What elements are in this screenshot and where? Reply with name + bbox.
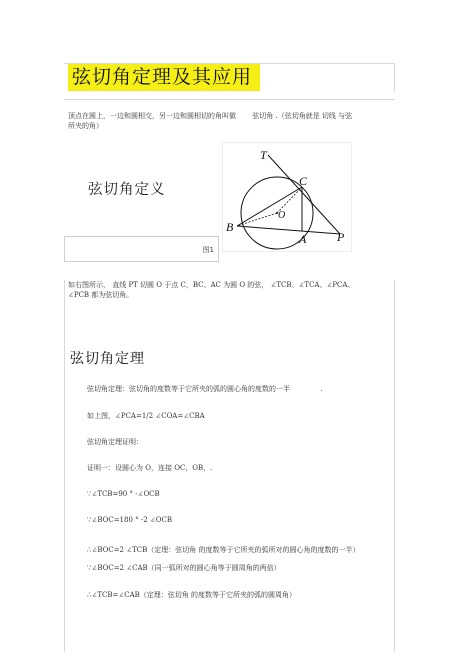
figure-caption-box [64, 236, 219, 262]
label-o: O [278, 210, 286, 221]
proof-heading: 弦切角定理证明： [87, 438, 143, 446]
secant-line-bp [237, 226, 340, 234]
proof-line-6: ∴∠TCB=∠CAB（定理：弦切角 的度数等于它所夹的弧的圆周角） [87, 591, 296, 599]
intro-line1-tail: .（弦切角就是 切线 与弦 [275, 112, 353, 120]
intro-line1: 顶点在圆上，一边和圆相交，另一边和圆相切的角叫做 [68, 112, 236, 120]
intro-paragraph [68, 111, 390, 131]
label-p: P [337, 230, 345, 244]
figure-description-line2: ∠PCB 都为弦切角。 [68, 291, 134, 299]
definition-heading: 弦切角定义 [88, 182, 166, 198]
intro-term: 弦切角 [252, 112, 274, 120]
frame-top-line [64, 63, 395, 64]
proof-line-3: ∵∠BOC=180 ° -2 ∠OCB [87, 516, 173, 524]
intro-divider [64, 99, 395, 100]
theorem-statement-end: . [320, 385, 323, 393]
page-title: 弦切角定理及其应用 [68, 64, 260, 91]
theorem-statement: 弦切角定理：弦切角的度数等于它所夹的弧的圆心角的度数的一半 [87, 385, 290, 393]
tangent-line-tp [268, 155, 340, 234]
frame-left-line-lower [64, 280, 65, 652]
figure-description-line1: 如右图所示， 直线 PT 切圆 O 于点 C，BC、AC 为圆 O 的弦， ∠TCB、∠TCA、∠PCA、 [68, 281, 355, 289]
tangent-chord-diagram [222, 142, 352, 252]
label-c: C [299, 174, 308, 188]
proof-line-1: 证明一：设圆心为 O，连接 OC，OB，. [87, 464, 213, 472]
diagram-border [222, 142, 352, 252]
theorem-heading: 弦切角定理 [70, 351, 145, 367]
intro-line2: 所夹的角） [68, 122, 103, 130]
theorem-statement-row [87, 384, 322, 394]
figure-description [68, 280, 390, 300]
frame-right-line [394, 63, 395, 92]
proof-line-5: ∵∠BOC=2 ∠CAB（同一弧所对的圆心角等于圆周角的两倍） [87, 564, 281, 572]
figure-caption: 图1 [202, 246, 214, 254]
label-a: A [299, 232, 307, 246]
proof-line-4: ∴∠BOC=2 ∠TCB（定理：弦切角 的度数等于它所夹的弧所对的圆心角的度数的一半） [87, 546, 360, 554]
theorem-example: 如上图，∠PCA=1/2 ∠COA=∠CBA [87, 412, 205, 420]
frame-right-line-lower [394, 280, 395, 652]
label-t: T [260, 148, 267, 162]
proof-line-2: ∵∠TCB=90 ° -∠OCB [87, 490, 160, 498]
radius-ob [237, 213, 277, 226]
label-b: B [226, 220, 234, 234]
